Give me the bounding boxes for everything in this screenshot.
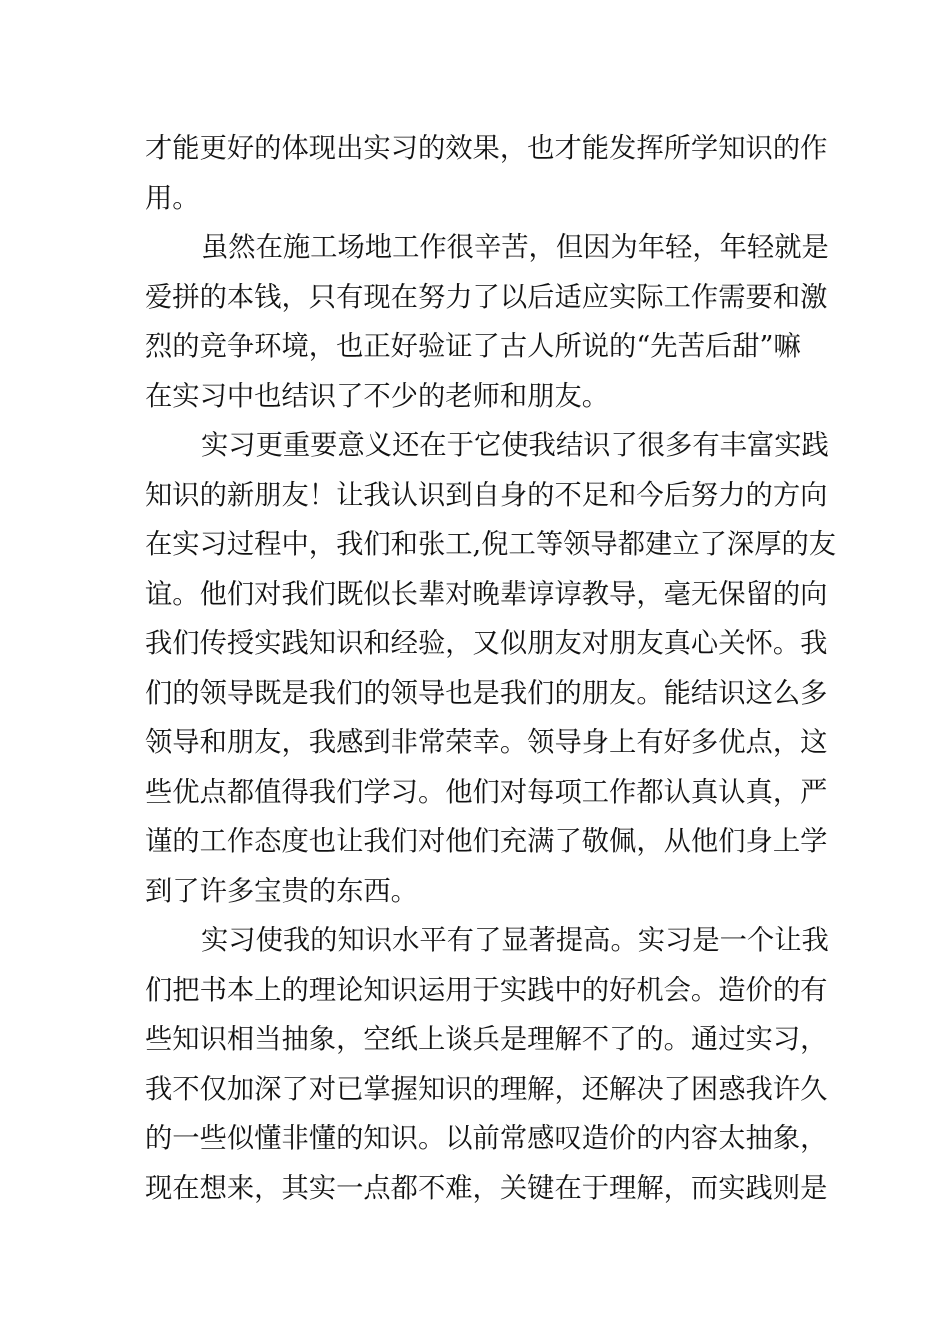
text-line: 在实习过程中，我们和张工,倪工等领导都建立了深厚的友 bbox=[145, 529, 837, 560]
text-line: 才能更好的体现出实习的效果，也才能发挥所学知识的作 bbox=[145, 133, 828, 164]
paragraph bbox=[145, 916, 829, 1213]
text-line: 我们传授实践知识和经验，又似朋友对朋友真心关怀。我 bbox=[145, 628, 828, 659]
text-line: 的一些似懂非懂的知识。以前常感叹造价的内容太抽象， bbox=[145, 1123, 828, 1154]
body-text bbox=[145, 124, 837, 1213]
text-line: 我不仅加深了对已掌握知识的理解，还解决了困惑我许久 bbox=[145, 1073, 828, 1105]
text-line: 领导和朋友，我感到非常荣幸。领导身上有好多优点，这 bbox=[145, 727, 828, 758]
text-line: 知识的新朋友！让我认识到自身的不足和今后努力的方向 bbox=[145, 479, 828, 511]
text-line: 谊。他们对我们既似长辈对晚辈谆谆教导，毫无保留的向 bbox=[145, 578, 828, 610]
text-line: 实习更重要意义还在于它使我结识了很多有丰富实践 bbox=[201, 430, 829, 461]
paragraph bbox=[145, 421, 837, 916]
text-line: 们把书本上的理论知识运用于实践中的好机会。造价的有 bbox=[145, 974, 828, 1006]
text-line: 些优点都值得我们学习。他们对每项工作都认真认真，严 bbox=[145, 776, 828, 808]
text-line: 用。 bbox=[145, 182, 200, 214]
text-line: 烈的竞争环境，也正好验证了古人所说的“先苦后甜”嘛 bbox=[145, 331, 801, 362]
text-line: 些知识相当抽象，空纸上谈兵是理解不了的。通过实习， bbox=[145, 1024, 828, 1055]
text-line: 虽然在施工场地工作很辛苦，但因为年轻，年轻就是 bbox=[201, 232, 829, 263]
text-line: 在实习中也结识了不少的老师和朋友。 bbox=[145, 380, 610, 412]
text-line: 到了许多宝贵的东西。 bbox=[145, 875, 418, 907]
text-line: 们的领导既是我们的领导也是我们的朋友。能结识这么多 bbox=[145, 677, 828, 709]
text-line: 实习使我的知识水平有了显著提高。实习是一个让我 bbox=[201, 925, 829, 956]
text-line: 谨的工作态度也让我们对他们充满了敬佩，从他们身上学 bbox=[145, 826, 828, 857]
paragraph bbox=[145, 124, 828, 223]
paragraph bbox=[145, 223, 829, 421]
text-line: 爱拼的本钱，只有现在努力了以后适应实际工作需要和激 bbox=[145, 281, 828, 313]
text-line: 现在想来，其实一点都不难，关键在于理解，而实践则是 bbox=[145, 1172, 828, 1204]
